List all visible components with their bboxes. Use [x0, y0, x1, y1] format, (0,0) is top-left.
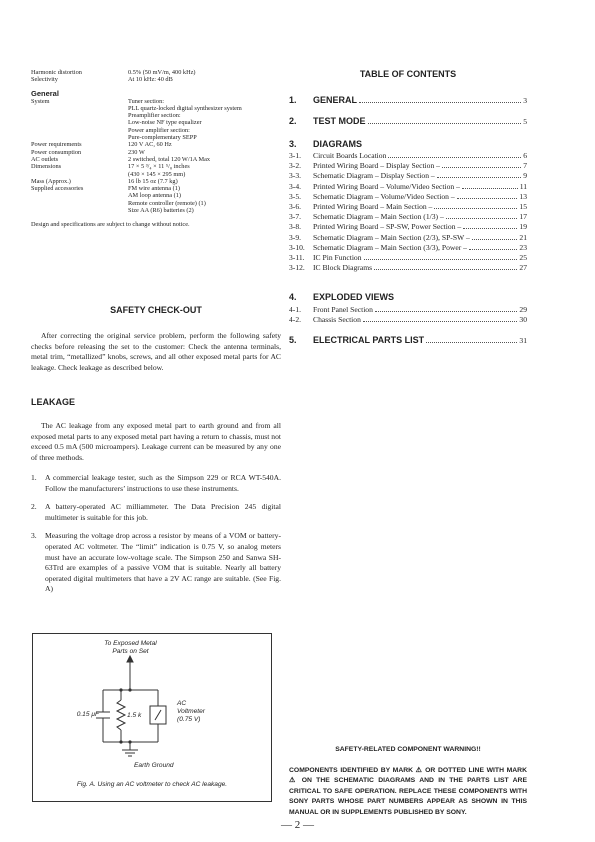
figure-a — [32, 633, 272, 802]
toc-num: 4-2. — [289, 315, 302, 325]
toc-page: 11 — [519, 181, 527, 191]
toc-num: 3. — [289, 139, 297, 149]
toc-page: 13 — [519, 191, 527, 201]
warning-text: COMPONENTS IDENTIFIED BY MARK ⚠ OR DOTTED LINE WITH MARK ⚠ ON THE SCHEMATIC DIAGRAMS AND IN THE PARTS LIST ARE CRITICAL TO SAFE OPERATION. REPLACE THESE COMPONENTS WITH SONY PARTS WHOSE PART NUMBERS APPEAR AS SHOWN IN THIS MANUAL OR IN SUPPLEMENTS PUBLISHED BY SONY. — [289, 767, 527, 816]
spec-key — [31, 171, 128, 178]
toc-entry[interactable] — [289, 171, 527, 180]
spec-key: Power requirements — [31, 141, 82, 149]
spec-row — [31, 141, 281, 148]
toc-label: GENERAL — [313, 95, 358, 105]
dot-leader — [457, 198, 518, 199]
dot-leader — [469, 249, 517, 250]
spec-row — [31, 112, 281, 119]
spec-top-rows — [31, 69, 281, 84]
spec-key — [31, 105, 128, 112]
dot-leader — [368, 123, 522, 124]
list-item — [31, 473, 281, 494]
toc-label: DIAGRAMS — [313, 139, 362, 149]
leakage-title: LEAKAGE — [31, 397, 76, 407]
toc-label: IC Pin Function — [313, 253, 362, 262]
toc-label: TEST MODE — [313, 116, 366, 126]
dot-leader — [437, 177, 522, 178]
toc-label: Printed Wiring Board – SP-SW, Power Section – — [313, 222, 462, 232]
capacitor-label: 0.15 μF — [76, 711, 99, 718]
left-column — [31, 69, 281, 228]
toc-page: 17 — [519, 212, 527, 222]
dot-leader — [426, 342, 517, 343]
toc-label: Printed Wiring Board – Volume/Video Section – — [313, 181, 460, 191]
spec-row — [31, 171, 281, 178]
toc-page: 31 — [519, 336, 527, 345]
list-number: 3. — [31, 531, 37, 541]
spec-value: Size AA (R6) batteries (2) — [128, 207, 194, 215]
leakage-intro: The AC leakage from any exposed metal part to earth ground and from all exposed metal parts to any exposed metal part having a return to chassis, must not exceed 0.5 mA (500 microampers). Leakage current can be measured by any one of three methods. — [31, 421, 281, 462]
spec-row — [31, 207, 281, 214]
toc-num: 3-7. — [289, 212, 302, 222]
leakage-list — [31, 465, 281, 595]
spec-key — [31, 207, 128, 214]
toc-page: 19 — [519, 222, 527, 232]
page-number: — 2 — — [281, 819, 314, 831]
toc-num: 3-10. — [289, 242, 305, 252]
list-text: Measuring the voltage drop across a resistor by means of a VOM or battery-operated AC voltmeter. The “limit” indication is 0.75 V, so analog meters must have an accurate low-voltage scale. The Simpson 250 and Sanwa SH-63Trd are examples of a passive VOM that is suitable. Nearly all battery operated digital multimeters that have a 2V AC range are suitable. (See Fig. A) — [45, 531, 281, 594]
spec-key: AC outlets — [31, 155, 59, 163]
toc-num: 5. — [289, 335, 297, 345]
spec-general-rows — [31, 98, 281, 215]
toc-label: Schematic Diagram – Main Section (1/3) – — [313, 212, 444, 222]
toc-section-3[interactable] — [289, 139, 362, 149]
dot-leader — [359, 102, 521, 103]
resistor-label: 1.5 k — [127, 712, 142, 719]
toc-num: 3-4. — [289, 181, 302, 191]
dot-leader — [446, 218, 518, 219]
list-text: A commercial leakage tester, such as the Simpson 229 or RCA WT-540A. Follow the manufacturers’ instructions to use these instruments. — [45, 473, 281, 493]
spec-key: Power consumption — [31, 148, 82, 156]
spec-value: Remote controller (remote) (1) — [128, 199, 206, 207]
spec-value: 16 lb 15 oz (7.7 kg) — [128, 177, 178, 185]
toc-label: Chassis Section — [313, 315, 361, 325]
figure-top-label-1: To Exposed Metal — [104, 640, 157, 647]
toc-section-4[interactable] — [289, 292, 394, 302]
spec-row — [31, 163, 281, 170]
safety-text: After correcting the original service problem, perform the following safety checks before releasing the set to the customer: Check the antenna terminals, metal trim, “metallized” knobs, screws, and all other exposed metal parts for AC leakage. Check leakage as described below. — [31, 331, 281, 372]
list-item — [31, 531, 281, 595]
spec-key — [31, 112, 128, 119]
spec-key: Dimensions — [31, 163, 62, 171]
dot-leader — [463, 228, 517, 229]
toc-section-1[interactable] — [289, 95, 527, 105]
toc-entry[interactable] — [289, 151, 527, 160]
toc-page: 9 — [523, 171, 527, 181]
toc-num: 3-6. — [289, 202, 302, 211]
spec-value: AM loop antenna (1) — [128, 192, 181, 200]
toc-page: 6 — [523, 151, 527, 160]
toc-num: 3-3. — [289, 171, 302, 181]
toc-label: Schematic Diagram – Volume/Video Section – — [313, 191, 455, 201]
spec-row — [31, 134, 281, 141]
toc-num: 3-8. — [289, 222, 302, 232]
toc-num: 1. — [289, 95, 297, 105]
spec-key — [31, 192, 128, 199]
spec-row — [31, 200, 281, 207]
spec-row — [31, 127, 281, 134]
spec-value: 17 × 5 ³/₄ × 11 ⁵/₈ inches — [128, 163, 190, 171]
spec-value: 120 V AC, 60 Hz — [128, 141, 172, 149]
toc-entry[interactable] — [289, 161, 527, 170]
spec-note: Design and specifications are subject to change without notice. — [31, 221, 190, 229]
toc-label: Schematic Diagram – Display Section – — [313, 171, 435, 181]
toc-entry[interactable] — [289, 182, 527, 191]
toc-entry[interactable] — [289, 305, 527, 314]
toc-num: 4. — [289, 292, 297, 302]
spec-key: Mass (Approx.) — [31, 177, 71, 185]
list-number: 1. — [31, 473, 37, 482]
spec-value: At 10 kHz: 40 dB — [128, 76, 173, 84]
spec-row — [31, 156, 281, 163]
spec-row — [31, 98, 281, 105]
meter-label-3: (0.75 V) — [177, 716, 201, 723]
toc-page: 7 — [523, 161, 527, 171]
dot-leader — [472, 239, 518, 240]
toc-entry[interactable] — [289, 212, 527, 221]
toc-num: 3-2. — [289, 161, 302, 171]
toc-num: 3-5. — [289, 191, 302, 201]
spec-value: Preamplifier section: — [128, 112, 181, 120]
dot-leader — [375, 311, 518, 312]
spec-row — [31, 105, 281, 112]
toc-page: 25 — [519, 253, 527, 262]
toc-num: 3-9. — [289, 232, 302, 242]
spec-value: 0.5% (50 mV/m, 400 kHz) — [128, 69, 196, 76]
toc-page: 29 — [519, 305, 527, 314]
spec-value: (430 × 145 × 295 mm) — [128, 170, 186, 178]
toc-page: 23 — [519, 242, 527, 252]
toc-entry[interactable] — [289, 222, 527, 231]
toc-label: IC Block Diagrams — [313, 263, 373, 273]
list-item — [31, 502, 281, 523]
toc-page: 30 — [519, 315, 527, 325]
dot-leader — [442, 167, 521, 168]
safety-title: SAFETY CHECK-OUT — [110, 305, 202, 315]
spec-key: Selectivity — [31, 76, 58, 84]
ground-label: Earth Ground — [134, 762, 174, 769]
toc-entry[interactable] — [289, 192, 527, 201]
spec-row — [31, 178, 281, 185]
spec-value: FM wire antenna (1) — [128, 185, 180, 193]
spec-key: System — [31, 97, 50, 105]
dot-leader — [388, 157, 521, 158]
toc-num: 3-11. — [289, 253, 305, 262]
spec-row — [31, 119, 281, 126]
toc-page: 21 — [519, 232, 527, 242]
toc-num: 2. — [289, 116, 297, 126]
spec-value: Low-noise NF type equalizer — [128, 119, 202, 127]
toc-page: 27 — [519, 263, 527, 273]
spec-row — [31, 192, 281, 199]
general-heading: General — [31, 88, 59, 98]
toc-section-2[interactable] — [289, 116, 527, 126]
toc-entry[interactable] — [289, 315, 527, 324]
figure-caption: Fig. A. Using an AC voltmeter to check AC leakage. — [76, 781, 228, 788]
toc-entry[interactable] — [289, 253, 527, 262]
spec-row — [31, 185, 281, 192]
spec-row — [31, 149, 281, 156]
toc-label: Front Panel Section — [313, 305, 373, 314]
toc-section-5[interactable] — [289, 335, 527, 345]
spec-value: Tuner section: — [128, 97, 164, 105]
spec-row — [31, 69, 281, 76]
toc-page: 15 — [519, 202, 527, 211]
toc-label: Circuit Boards Location — [313, 151, 387, 160]
toc-entry[interactable] — [289, 263, 527, 272]
toc-label: Schematic Diagram – Main Section (3/3), Power – — [313, 242, 467, 252]
spec-value: Power amplifier section: — [128, 126, 190, 134]
dot-leader — [363, 321, 518, 322]
toc-label: Printed Wiring Board – Main Section – — [313, 202, 433, 211]
toc-title: TABLE OF CONTENTS — [359, 69, 457, 79]
spec-key — [31, 134, 128, 141]
dot-leader — [462, 188, 518, 189]
warning-title: SAFETY-RELATED COMPONENT WARNING!! — [335, 746, 481, 753]
toc-num: 3-1. — [289, 151, 302, 160]
spec-key: Harmonic distortion — [31, 69, 82, 76]
list-text: A battery-operated AC milliammeter. The Data Precision 245 digital multimeter is suitable for this job. — [45, 502, 281, 522]
dot-leader — [364, 259, 518, 260]
figure-top-label-2: Parts on Set — [112, 648, 149, 655]
spec-key — [31, 200, 128, 207]
meter-label-2: Voltmeter — [177, 708, 205, 715]
toc-page: 5 — [523, 117, 527, 126]
toc-num: 4-1. — [289, 305, 302, 314]
toc-entry[interactable] — [289, 243, 527, 252]
toc-label: Schematic Diagram – Main Section (2/3), SP-SW – — [313, 232, 470, 242]
toc-label: Printed Wiring Board – Display Section – — [313, 161, 440, 171]
toc-page: 3 — [523, 96, 527, 105]
spec-row — [31, 76, 281, 83]
toc-entry[interactable] — [289, 233, 527, 242]
spec-value: 2 switched, total 120 W/1A Max — [128, 155, 211, 163]
toc-entry[interactable] — [289, 202, 527, 211]
dot-leader — [374, 269, 517, 270]
meter-label-1: AC — [177, 700, 187, 707]
spec-value: PLL quartz-locked digital synthesizer system — [128, 104, 242, 112]
spec-key — [31, 127, 128, 134]
spec-key — [31, 119, 128, 126]
spec-value: 230 W — [128, 148, 145, 156]
spec-key: Supplied accessories — [31, 185, 84, 193]
toc-num: 3-12. — [289, 263, 305, 273]
toc-label: EXPLODED VIEWS — [313, 292, 395, 302]
toc-label: ELECTRICAL PARTS LIST — [313, 335, 425, 345]
list-number: 2. — [31, 502, 37, 512]
spec-value: Pure-complementary SEPP — [128, 134, 197, 142]
dot-leader — [434, 208, 517, 209]
